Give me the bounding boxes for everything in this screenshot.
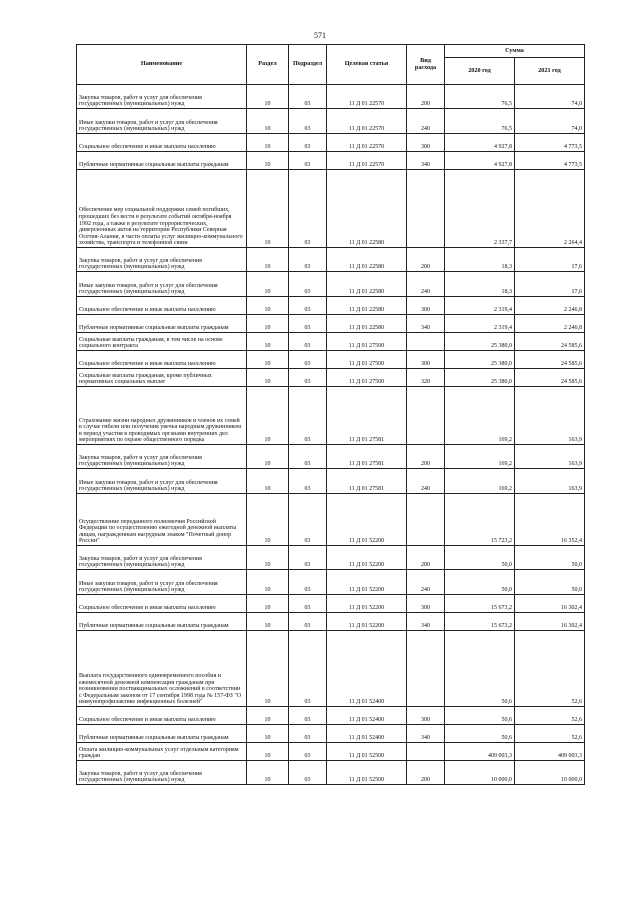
row-podrazdel: 03 [289, 469, 327, 494]
row-expense-type: 240 [407, 469, 445, 494]
row-sum-2020: 4 927,8 [445, 134, 515, 152]
table-row [77, 387, 585, 445]
row-expense-type: 200 [407, 248, 445, 272]
header-expense-type: Вид расхода [407, 45, 445, 85]
row-podrazdel: 03 [289, 707, 327, 725]
row-name: Иные закупки товаров, работ и услуг для обеспечения государственных (муниципальных) нужд [77, 570, 247, 595]
row-sum-2021: 74,0 [515, 109, 585, 134]
row-sum-2021: 52,6 [515, 631, 585, 707]
row-expense-type: 340 [407, 315, 445, 333]
row-razdel: 10 [247, 315, 289, 333]
header-sum: Сумма [445, 45, 585, 58]
table-row [77, 494, 585, 546]
row-expense-type [407, 333, 445, 351]
row-expense-type: 300 [407, 595, 445, 613]
header-year-2020: 2020 год [445, 58, 515, 85]
row-podrazdel: 03 [289, 297, 327, 315]
row-podrazdel: 03 [289, 170, 327, 248]
page-number: 571 [314, 31, 326, 40]
header-target-article: Целевая статья [327, 45, 407, 85]
row-expense-type [407, 631, 445, 707]
row-name: Страхование жизни народных дружинников и членов их семей в случае гибели или получения увечья народным дружинником в период участия в проводимых органами внутренних дел мероприятиях по охране общественного порядка [77, 387, 247, 445]
row-name: Выплата государственного единовременного пособия и ежемесячной денежной компенсации гражданам при возникновении поствакцинальных осложнений в соответствии с Федеральным законом от 17 сентября 1998 года № 157-ФЗ "О иммунопрофилактике инфекционных болезней" [77, 631, 247, 707]
row-sum-2021: 50,0 [515, 546, 585, 570]
row-razdel: 10 [247, 152, 289, 170]
table-row [77, 351, 585, 369]
row-expense-type [407, 494, 445, 546]
row-sum-2020: 50,0 [445, 546, 515, 570]
row-sum-2020: 25 380,0 [445, 351, 515, 369]
row-podrazdel: 03 [289, 351, 327, 369]
table-row [77, 170, 585, 248]
table-row [77, 725, 585, 743]
row-razdel: 10 [247, 570, 289, 595]
row-sum-2021: 4 773,5 [515, 134, 585, 152]
row-expense-type: 300 [407, 707, 445, 725]
header-razdel: Раздел [247, 45, 289, 85]
row-razdel: 10 [247, 613, 289, 631]
row-name: Оплата жилищно-коммунальных услуг отдельным категориям граждан [77, 743, 247, 761]
row-podrazdel: 03 [289, 595, 327, 613]
row-target-article: 11 Д 01 22570 [327, 85, 407, 109]
row-sum-2020: 15 723,2 [445, 494, 515, 546]
row-name: Закупка товаров, работ и услуг для обеспечения государственных (муниципальных) нужд [77, 248, 247, 272]
header-year-2021: 2021 год [515, 58, 585, 85]
row-podrazdel: 03 [289, 631, 327, 707]
row-name: Обеспечение мер социальной поддержки семей погибших, прошедших без вести в результате событий октября-ноября 1992 года, а также в результате террористических, диверсионных актов на территории Республики Северная Осетия-Алания, в части оплаты услуг жилищно-коммунального хозяйства, транспорта и телефонной связи [77, 170, 247, 248]
row-target-article: 11 Д 01 22580 [327, 315, 407, 333]
row-razdel: 10 [247, 546, 289, 570]
row-razdel: 10 [247, 387, 289, 445]
row-name: Социальное обеспечение и иные выплаты населению [77, 134, 247, 152]
header-podrazdel: Подраздел [289, 45, 327, 85]
row-sum-2020: 25 380,0 [445, 333, 515, 351]
table-row [77, 369, 585, 387]
row-podrazdel: 03 [289, 248, 327, 272]
row-podrazdel: 03 [289, 333, 327, 351]
row-sum-2020: 76,5 [445, 109, 515, 134]
row-podrazdel: 03 [289, 85, 327, 109]
row-sum-2021: 52,6 [515, 707, 585, 725]
row-sum-2021: 4 773,5 [515, 152, 585, 170]
table-row [77, 761, 585, 785]
row-podrazdel: 03 [289, 109, 327, 134]
row-target-article: 11 Д 01 27581 [327, 469, 407, 494]
row-podrazdel: 03 [289, 272, 327, 297]
row-sum-2020: 25 380,0 [445, 369, 515, 387]
row-podrazdel: 03 [289, 725, 327, 743]
row-razdel: 10 [247, 469, 289, 494]
row-razdel: 10 [247, 297, 289, 315]
row-expense-type [407, 743, 445, 761]
row-target-article: 11 Д 01 22570 [327, 152, 407, 170]
row-razdel: 10 [247, 445, 289, 469]
row-target-article: 11 Д 01 27581 [327, 445, 407, 469]
row-name: Закупка товаров, работ и услуг для обеспечения государственных (муниципальных) нужд [77, 445, 247, 469]
row-razdel: 10 [247, 725, 289, 743]
row-sum-2020: 50,6 [445, 631, 515, 707]
row-razdel: 10 [247, 707, 289, 725]
row-sum-2021: 24 585,6 [515, 369, 585, 387]
row-name: Осуществление переданного полномочия Российской Федерации по осуществлению ежегодной денежной выплаты лицам, награжденным нагрудным знаком "Почетный донор России" [77, 494, 247, 546]
row-expense-type: 340 [407, 725, 445, 743]
row-podrazdel: 03 [289, 494, 327, 546]
row-expense-type: 200 [407, 85, 445, 109]
row-expense-type: 240 [407, 109, 445, 134]
row-name: Социальные выплаты гражданам, кроме публичных нормативных социальных выплат [77, 369, 247, 387]
row-sum-2021: 74,0 [515, 85, 585, 109]
row-target-article: 11 Д 01 52200 [327, 595, 407, 613]
row-expense-type [407, 387, 445, 445]
row-sum-2020: 2 337,7 [445, 170, 515, 248]
row-razdel: 10 [247, 170, 289, 248]
row-sum-2021: 52,6 [515, 725, 585, 743]
row-razdel: 10 [247, 248, 289, 272]
row-sum-2020: 15 673,2 [445, 595, 515, 613]
row-name: Социальное обеспечение и иные выплаты населению [77, 707, 247, 725]
row-podrazdel: 03 [289, 134, 327, 152]
row-name: Закупка товаров, работ и услуг для обеспечения государственных (муниципальных) нужд [77, 546, 247, 570]
row-expense-type: 300 [407, 134, 445, 152]
row-expense-type: 340 [407, 152, 445, 170]
row-razdel: 10 [247, 631, 289, 707]
row-expense-type: 200 [407, 445, 445, 469]
row-sum-2020: 50,6 [445, 725, 515, 743]
row-target-article: 11 Д 01 52200 [327, 546, 407, 570]
row-razdel: 10 [247, 369, 289, 387]
row-target-article: 11 Д 01 27500 [327, 351, 407, 369]
row-target-article: 11 Д 01 27581 [327, 387, 407, 445]
row-sum-2020: 409 003,3 [445, 743, 515, 761]
table-row [77, 333, 585, 351]
row-podrazdel: 03 [289, 743, 327, 761]
row-expense-type [407, 170, 445, 248]
row-podrazdel: 03 [289, 369, 327, 387]
row-name: Социальное обеспечение и иные выплаты населению [77, 351, 247, 369]
row-target-article: 11 Д 01 52500 [327, 743, 407, 761]
row-sum-2021: 2 246,8 [515, 315, 585, 333]
row-target-article: 11 Д 01 22570 [327, 109, 407, 134]
row-expense-type: 300 [407, 297, 445, 315]
row-name: Закупка товаров, работ и услуг для обеспечения государственных (муниципальных) нужд [77, 85, 247, 109]
table-body [77, 85, 585, 785]
row-podrazdel: 03 [289, 387, 327, 445]
header-name: Наименование [77, 45, 247, 85]
row-name: Публичные нормативные социальные выплаты гражданам [77, 152, 247, 170]
row-sum-2021: 409 003,3 [515, 743, 585, 761]
row-target-article: 11 Д 01 22570 [327, 134, 407, 152]
row-sum-2021: 16 302,4 [515, 595, 585, 613]
table-row [77, 469, 585, 494]
row-expense-type: 320 [407, 369, 445, 387]
row-target-article: 11 Д 01 52400 [327, 725, 407, 743]
table-row [77, 134, 585, 152]
row-razdel: 10 [247, 333, 289, 351]
table-row [77, 613, 585, 631]
row-sum-2021: 163,9 [515, 387, 585, 445]
row-razdel: 10 [247, 109, 289, 134]
row-target-article: 11 Д 01 22580 [327, 170, 407, 248]
row-podrazdel: 03 [289, 445, 327, 469]
row-name: Социальное обеспечение и иные выплаты населению [77, 297, 247, 315]
table-row [77, 743, 585, 761]
row-razdel: 10 [247, 761, 289, 785]
row-target-article: 11 Д 01 52200 [327, 494, 407, 546]
row-target-article: 11 Д 01 52400 [327, 707, 407, 725]
row-sum-2020: 4 927,8 [445, 152, 515, 170]
row-target-article: 11 Д 01 22580 [327, 272, 407, 297]
table-row [77, 109, 585, 134]
row-target-article: 11 Д 01 52400 [327, 631, 407, 707]
row-podrazdel: 03 [289, 570, 327, 595]
row-razdel: 10 [247, 272, 289, 297]
row-razdel: 10 [247, 743, 289, 761]
row-sum-2021: 163,9 [515, 469, 585, 494]
table-row [77, 85, 585, 109]
row-sum-2021: 24 585,6 [515, 351, 585, 369]
row-sum-2020: 2 319,4 [445, 315, 515, 333]
row-sum-2020: 50,6 [445, 707, 515, 725]
row-name: Публичные нормативные социальные выплаты гражданам [77, 725, 247, 743]
row-sum-2021: 16 302,4 [515, 613, 585, 631]
row-sum-2020: 15 673,2 [445, 613, 515, 631]
table-row [77, 297, 585, 315]
row-target-article: 11 Д 01 22580 [327, 297, 407, 315]
table-row [77, 272, 585, 297]
row-name: Закупка товаров, работ и услуг для обеспечения государственных (муниципальных) нужд [77, 761, 247, 785]
row-name: Иные закупки товаров, работ и услуг для обеспечения государственных (муниципальных) нужд [77, 109, 247, 134]
table-row [77, 445, 585, 469]
row-expense-type: 240 [407, 570, 445, 595]
row-podrazdel: 03 [289, 613, 327, 631]
row-sum-2020: 169,2 [445, 445, 515, 469]
row-name: Социальные выплаты гражданам, в том числе на основе социального контракта [77, 333, 247, 351]
row-sum-2020: 18,3 [445, 272, 515, 297]
row-expense-type: 200 [407, 546, 445, 570]
row-podrazdel: 03 [289, 546, 327, 570]
row-podrazdel: 03 [289, 152, 327, 170]
table-row [77, 152, 585, 170]
row-expense-type: 340 [407, 613, 445, 631]
row-razdel: 10 [247, 494, 289, 546]
row-razdel: 10 [247, 134, 289, 152]
row-name: Публичные нормативные социальные выплаты гражданам [77, 613, 247, 631]
row-expense-type: 240 [407, 272, 445, 297]
budget-table [76, 44, 585, 785]
row-target-article: 11 Д 01 52200 [327, 613, 407, 631]
row-razdel: 10 [247, 595, 289, 613]
row-name: Иные закупки товаров, работ и услуг для обеспечения государственных (муниципальных) нужд [77, 272, 247, 297]
row-sum-2021: 2 264,4 [515, 170, 585, 248]
table-row [77, 570, 585, 595]
row-podrazdel: 03 [289, 761, 327, 785]
row-sum-2021: 16 352,4 [515, 494, 585, 546]
row-podrazdel: 03 [289, 315, 327, 333]
row-sum-2021: 50,0 [515, 570, 585, 595]
row-sum-2020: 76,5 [445, 85, 515, 109]
table-row [77, 631, 585, 707]
row-name: Социальное обеспечение и иные выплаты населению [77, 595, 247, 613]
row-target-article: 11 Д 01 27500 [327, 333, 407, 351]
table-row [77, 595, 585, 613]
row-sum-2020: 169,2 [445, 469, 515, 494]
table-header [77, 45, 585, 85]
table-row [77, 248, 585, 272]
row-sum-2021: 163,9 [515, 445, 585, 469]
row-target-article: 11 Д 01 52500 [327, 761, 407, 785]
row-razdel: 10 [247, 85, 289, 109]
row-sum-2020: 10 000,0 [445, 761, 515, 785]
row-sum-2021: 17,6 [515, 272, 585, 297]
row-expense-type: 200 [407, 761, 445, 785]
row-sum-2020: 18,3 [445, 248, 515, 272]
row-expense-type: 300 [407, 351, 445, 369]
row-sum-2020: 50,0 [445, 570, 515, 595]
row-name: Публичные нормативные социальные выплаты гражданам [77, 315, 247, 333]
row-sum-2021: 17,6 [515, 248, 585, 272]
row-sum-2021: 24 585,6 [515, 333, 585, 351]
row-sum-2021: 10 000,0 [515, 761, 585, 785]
table-row [77, 546, 585, 570]
row-razdel: 10 [247, 351, 289, 369]
row-target-article: 11 Д 01 27500 [327, 369, 407, 387]
table-row [77, 707, 585, 725]
row-sum-2020: 169,2 [445, 387, 515, 445]
row-name: Иные закупки товаров, работ и услуг для обеспечения государственных (муниципальных) нужд [77, 469, 247, 494]
row-target-article: 11 Д 01 52200 [327, 570, 407, 595]
row-sum-2021: 2 246,8 [515, 297, 585, 315]
row-sum-2020: 2 319,4 [445, 297, 515, 315]
row-target-article: 11 Д 01 22580 [327, 248, 407, 272]
table-row [77, 315, 585, 333]
